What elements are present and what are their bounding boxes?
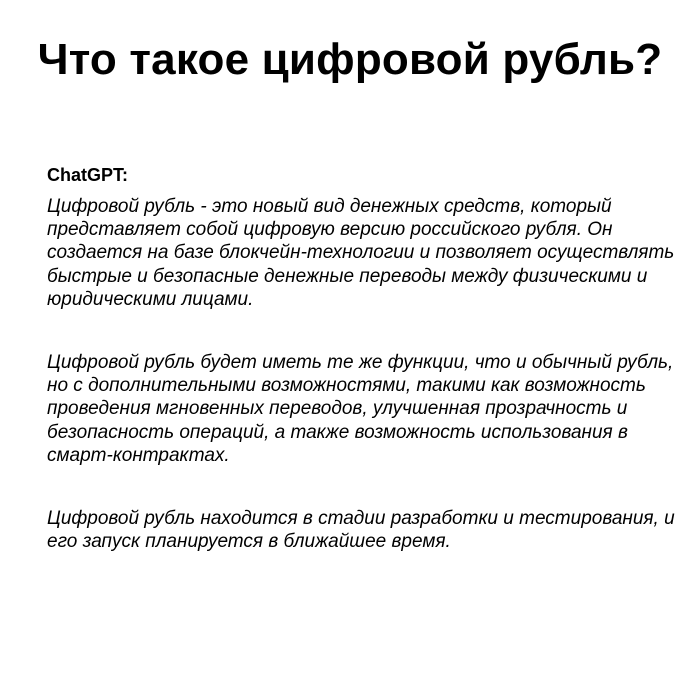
answer-block [47,163,677,553]
paragraph-1: Цифровой рубль - это новый вид денежных средств, который представляет собой цифровую версию российского рубля. Он создается на базе блокчейн-технологии и позволяет осуществлять быстрые и безопасные денежные переводы между физическими и юридическими лицами. [47,196,675,310]
paragraph-3: Цифровой рубль находится в стадии разработки и тестирования, и его запуск планируется в ближайшее время. [47,508,675,553]
page-title: Что такое цифровой рубль? [37,35,663,84]
paragraph-2: Цифровой рубль будет иметь те же функции, что и обычный рубль, но с дополнительными возможностями, такими как возможность проведения мгновенных переводов, улучшенная прозрачность и безопасность операций, а также возможность использования в смарт-контрактах. [47,352,674,466]
author-label: ChatGPT: [47,165,128,185]
